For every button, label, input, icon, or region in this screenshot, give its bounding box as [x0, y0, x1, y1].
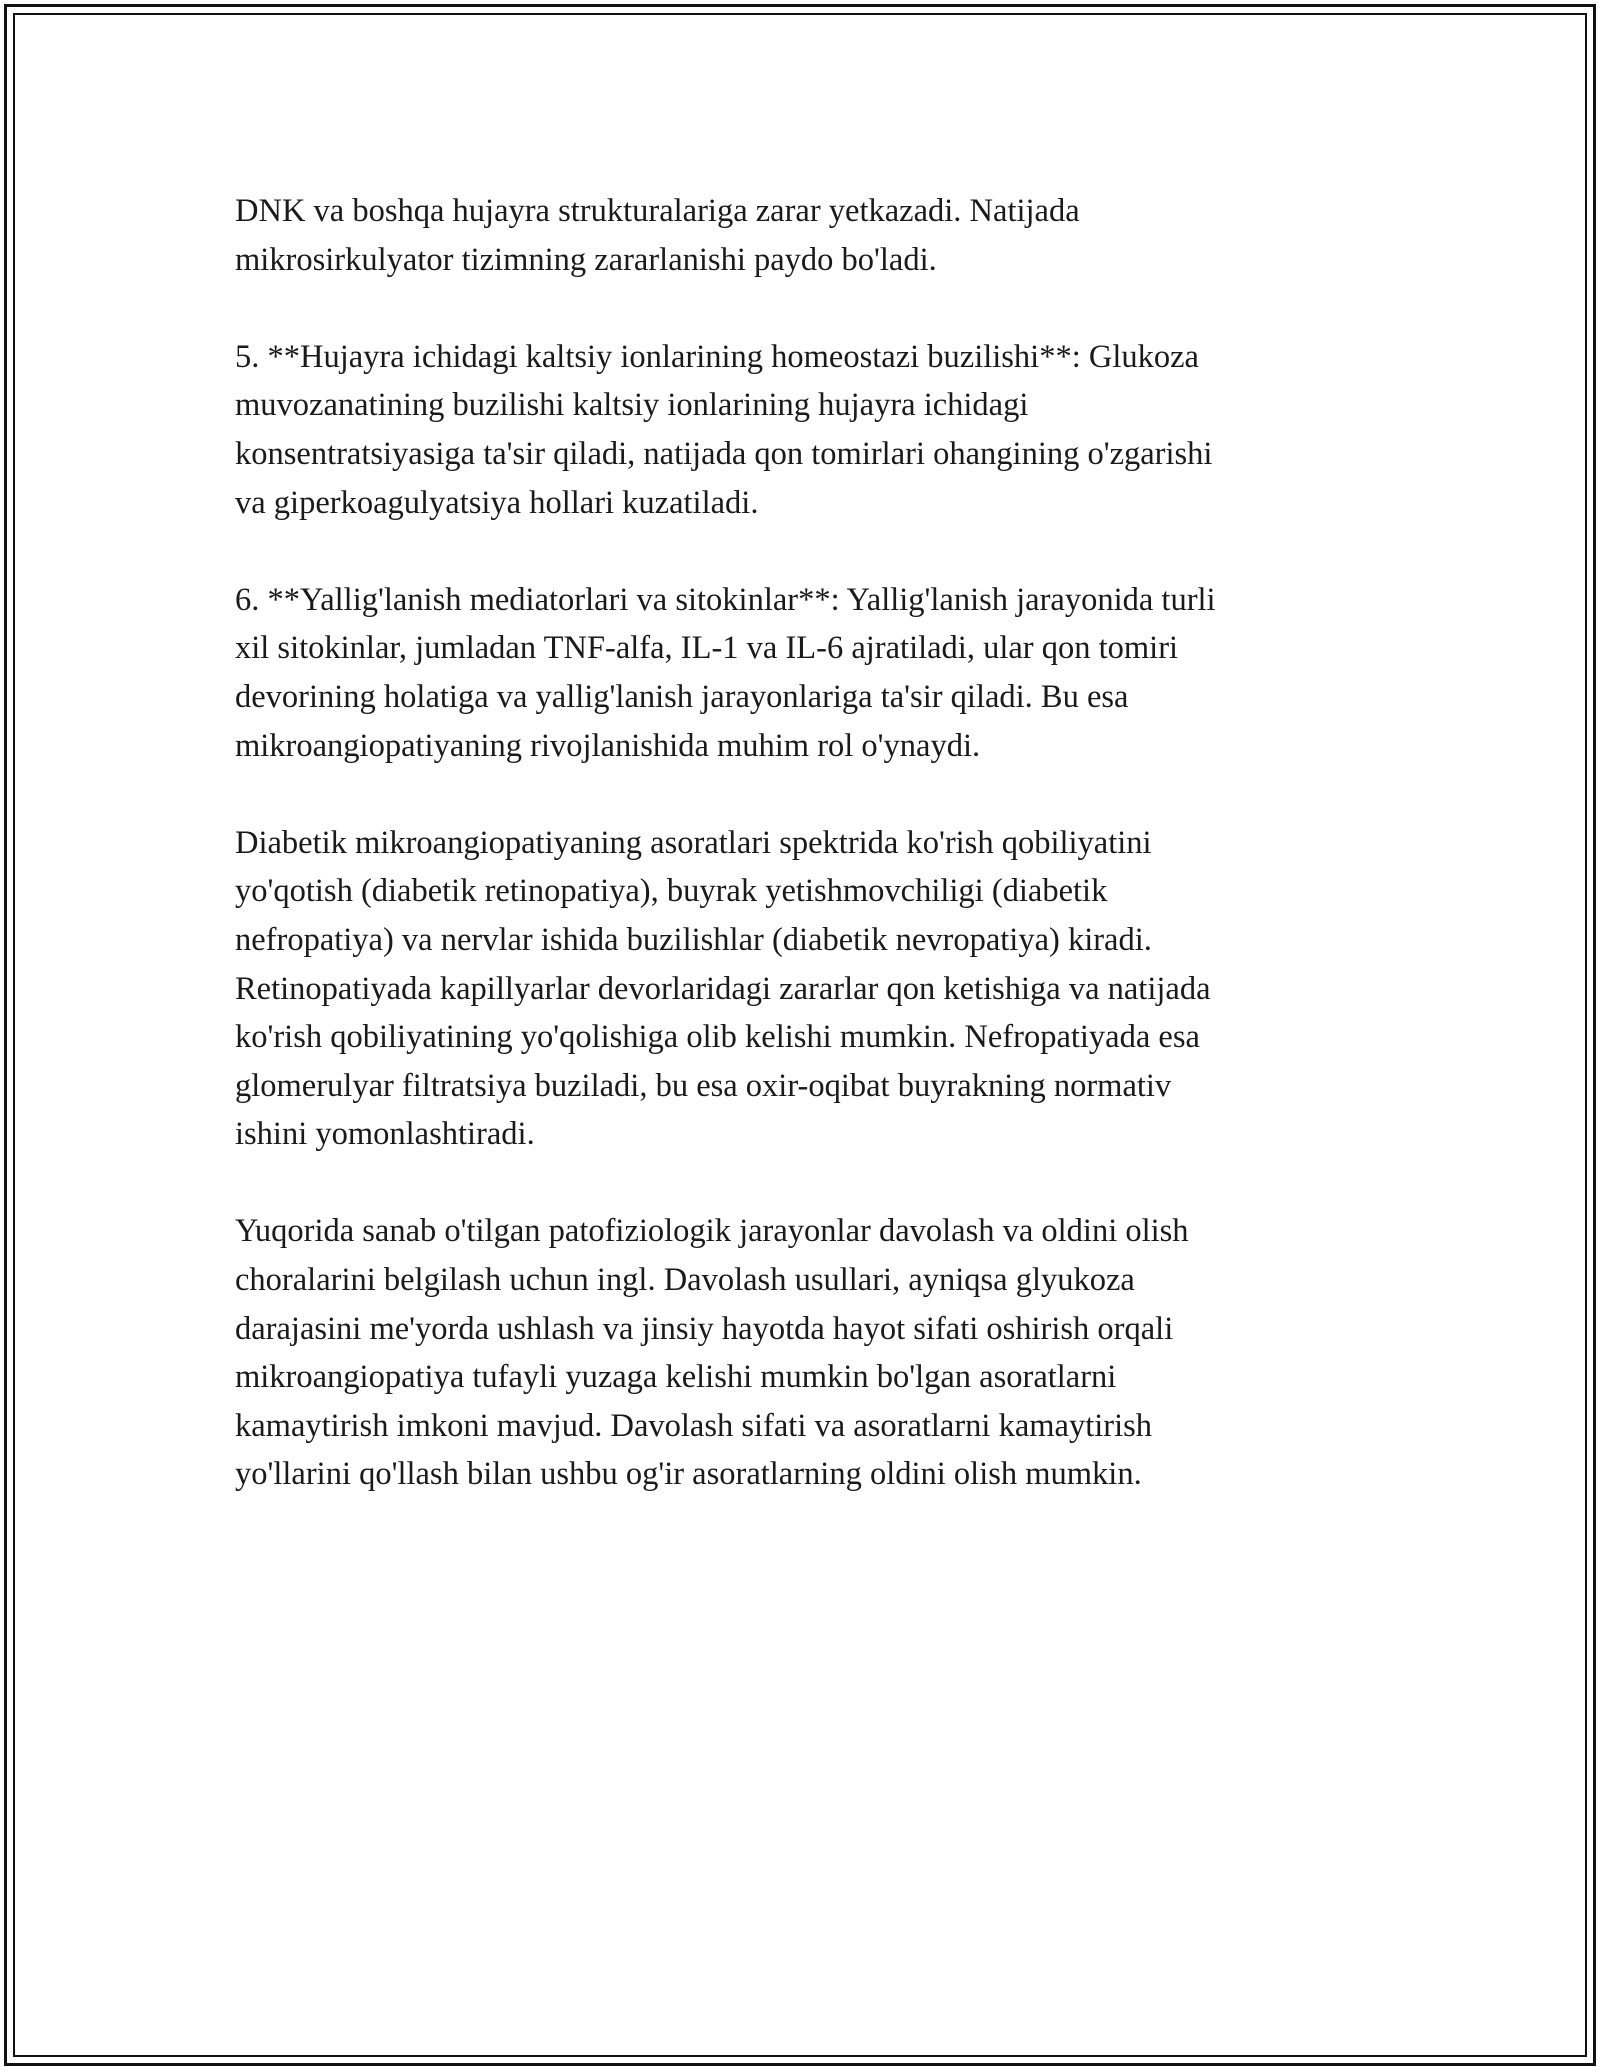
text-line: mikroangiopatiya tufayli yuzaga kelishi mumkin bo'lgan asoratlarni — [235, 1359, 1117, 1396]
document-body — [235, 187, 1365, 1548]
text-line: glomerulyar filtratsiya buziladi, bu esa oxir-oqibat buyrakning normativ — [235, 1067, 1172, 1104]
text-line: xil sitokinlar, jumladan TNF-alfa, IL-1 va IL-6 ajratiladi, ular qon tomiri — [235, 630, 1179, 667]
text-line: mikroangiopatiyaning rivojlanishida muhim rol o'ynaydi. — [235, 727, 981, 764]
text-line: yo'llarini qo'llash bilan ushbu og'ir asoratlarning oldini olish mumkin. — [235, 1456, 1142, 1493]
text-line: Retinopatiyada kapillyarlar devorlaridagi zararlar qon ketishiga va natijada — [235, 970, 1211, 1007]
text-line: 5. **Hujayra ichidagi kaltsiy ionlarining homeostazi buzilishi**: Glukoza — [235, 338, 1199, 375]
paragraph-2 — [235, 333, 1365, 527]
text-line: kamaytirish imkoni mavjud. Davolash sifati va asoratlarni kamaytirish — [235, 1407, 1153, 1444]
text-line: muvozanatining buzilishi kaltsiy ionlarining hujayra ichidagi — [235, 387, 1029, 424]
text-line: Yuqorida sanab o'tilgan patofiziologik jarayonlar davolash va oldini olish — [235, 1213, 1189, 1250]
text-line: Diabetik mikroangiopatiyaning asoratlari spektrida ko'rish qobiliyatini — [235, 824, 1152, 861]
text-line: konsentratsiyasiga ta'sir qiladi, natijada qon tomirlari ohangining o'zgarishi — [235, 435, 1213, 472]
text-line: DNK va boshqa hujayra strukturalariga zarar yetkazadi. Natijada — [235, 193, 1080, 229]
text-line: darajasini me'yorda ushlash va jinsiy hayotda hayot sifati oshirish orqali — [235, 1310, 1174, 1347]
paragraph-5 — [235, 1207, 1365, 1499]
paragraph-4 — [235, 819, 1365, 1159]
text-line: devorining holatiga va yallig'lanish jarayonlariga ta'sir qiladi. Bu esa — [235, 678, 1129, 715]
text-line: ko'rish qobiliyatining yo'qolishiga olib kelishi mumkin. Nefropatiyada esa — [235, 1019, 1200, 1056]
text-line: ishini yomonlashtiradi. — [235, 1116, 535, 1153]
text-line: 6. **Yallig'lanish mediatorlari va sitokinlar**: Yallig'lanish jarayonida turli — [235, 581, 1216, 618]
paragraph-1 — [235, 187, 1365, 284]
text-line: yo'qotish (diabetik retinopatiya), buyrak yetishmovchiligi (diabetik — [235, 873, 1108, 910]
text-line: va giperkoagulyatsiya hollari kuzatiladi. — [235, 484, 759, 521]
paragraph-3 — [235, 576, 1365, 770]
text-line: nefropatiya) va nervlar ishida buzilishlar (diabetik nevropatiya) kiradi. — [235, 921, 1152, 958]
text-line: choralarini belgilash uchun ingl. Davolash usullari, ayniqsa glyukoza — [235, 1262, 1135, 1299]
text-line: mikrosirkulyator tizimning zararlanishi paydo bo'ladi. — [235, 241, 937, 278]
